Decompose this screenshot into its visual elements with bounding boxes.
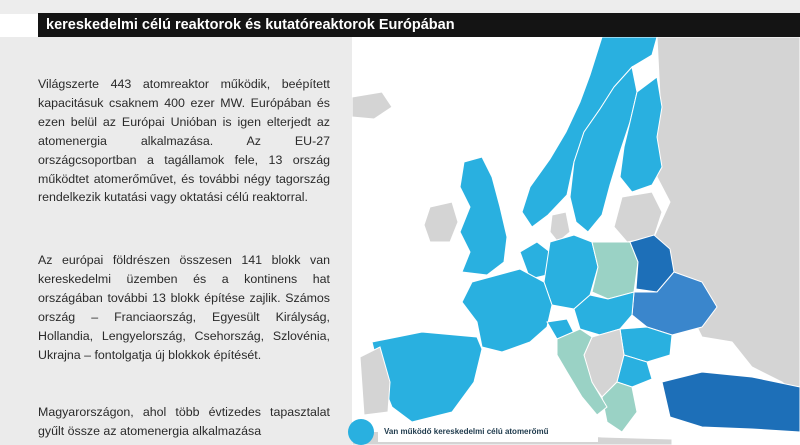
legend-swatch-commercial [348,419,374,445]
paragraph-1: Világszerte 443 atomreaktor működik, beépített kapacitásuk csaknem 400 ezer MW. Európában és ezen belül az Európai Unióban is igen elterjedt az atomenergia alkalmazása. Az EU-27 országcsoportban a tagállamok fele, 13 ország működtet atomerőművet, és további négy tagország rendelkezik kutatási vagy oktatási célú reaktorral. [38,77,330,205]
europe-map [352,37,800,445]
paragraph-3: Magyarországon, ahol több évtizedes tapasztalat gyűlt össze az atomenergia alkalmazása [38,405,330,438]
poland [592,242,638,299]
legend [378,422,598,442]
paragraph-2: Az európai földrészen összesen 141 blokk van kereskedelmi üzemben és a kontinens hat országában további 13 blokk építése zajlik. Számos ország – Franciaország, Egyesült Királyság, Hollandia, Lengyelország, Csehország, Szlovénia, Ukrajna – fontolgatja új blokkok építését. [38,253,330,362]
baltic-states [614,192,662,242]
page-title: kereskedelmi célú reaktorok és kutatóreaktorok Európában [46,17,455,33]
legend-label-commercial: Van működő kereskedelmi célú atomerőmű [384,427,549,436]
top-strip [0,0,800,14]
title-bar [38,13,800,37]
